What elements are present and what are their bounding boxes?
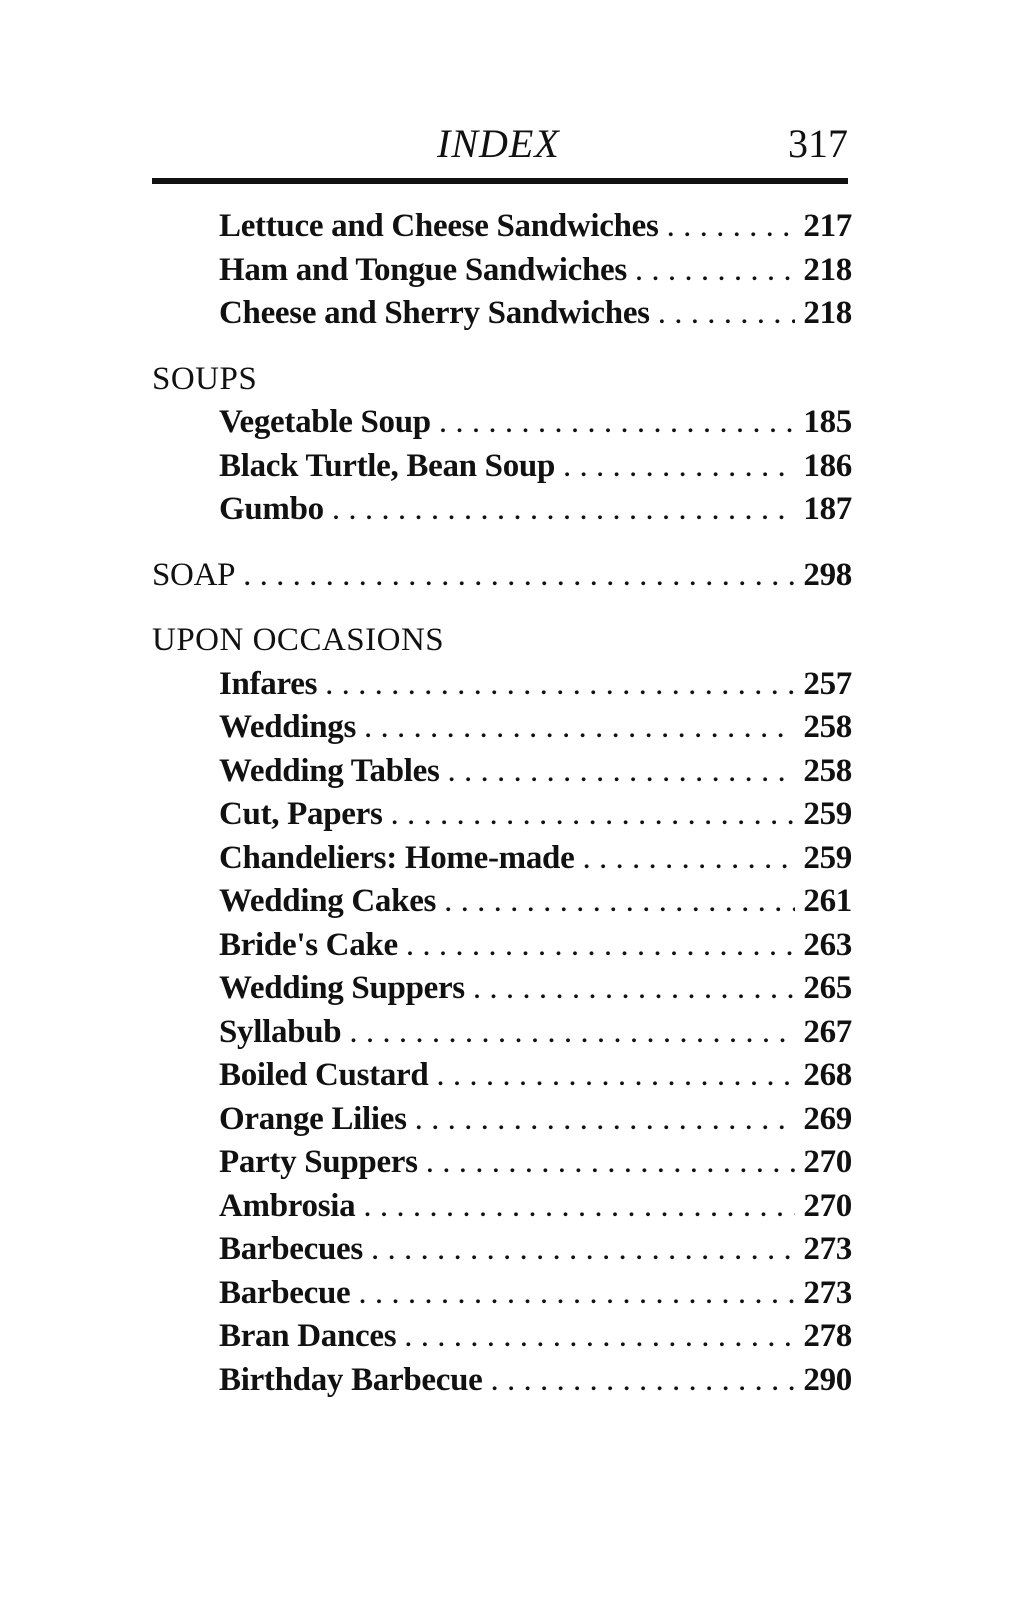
entry-label: Black Turtle, Bean Soup	[219, 447, 556, 484]
index-entry	[152, 837, 852, 881]
entry-page: 186	[803, 447, 852, 484]
section-gap	[152, 532, 852, 554]
header-rule	[152, 178, 848, 184]
dot-leader	[582, 837, 795, 881]
entry-page: 298	[803, 556, 852, 593]
dot-leader	[332, 488, 796, 532]
entry-label: Gumbo	[219, 491, 324, 527]
entry-page: 290	[803, 1361, 852, 1398]
entry-label: Ambrosia	[219, 1187, 356, 1224]
dot-leader	[371, 1228, 795, 1272]
entry-label: Lettuce and Cheese Sandwiches	[219, 208, 659, 244]
index-entry	[152, 292, 852, 336]
entry-label: Ham and Tongue Sandwiches	[219, 251, 627, 288]
dot-leader	[436, 1054, 795, 1098]
header-title: INDEX	[437, 121, 560, 166]
dot-leader	[391, 793, 796, 837]
entry-page: 218	[803, 251, 852, 288]
entry-page: 258	[803, 752, 852, 789]
entry-page: 259	[803, 839, 852, 876]
dot-leader	[448, 750, 796, 794]
dot-leader	[658, 292, 796, 336]
dot-leader	[426, 1141, 796, 1185]
entry-page: 258	[803, 709, 852, 745]
entry-page: 268	[803, 1057, 852, 1093]
index-entry	[152, 1141, 852, 1185]
dot-leader	[473, 967, 796, 1011]
header-page-number: 317	[788, 121, 848, 166]
entry-page: 218	[803, 295, 852, 331]
index-entry	[152, 205, 852, 249]
entry-page: 257	[803, 665, 852, 702]
dot-leader	[563, 445, 795, 489]
entry-label: Cut, Papers	[219, 796, 383, 832]
entry-label: Boiled Custard	[219, 1057, 429, 1093]
index-entry	[152, 1098, 852, 1142]
dot-leader	[404, 1315, 795, 1359]
entry-label: Weddings	[219, 709, 356, 745]
index-entry	[152, 880, 852, 924]
index-entry	[152, 401, 852, 445]
index-body	[152, 205, 852, 1402]
entry-label: Bran Dances	[219, 1318, 397, 1354]
dot-leader	[439, 401, 796, 445]
section-gap	[152, 336, 852, 358]
section-gap	[152, 597, 852, 619]
dot-leader	[243, 554, 795, 598]
entry-page: 273	[803, 1231, 852, 1267]
entry-label: Vegetable Soup	[219, 404, 431, 440]
dot-leader	[363, 1185, 795, 1229]
page-header	[152, 112, 848, 182]
entry-label: SOAP	[152, 556, 236, 593]
entry-label: Barbecues	[219, 1231, 363, 1267]
index-entry	[152, 445, 852, 489]
dot-leader	[406, 924, 796, 968]
entry-label: Wedding Suppers	[219, 970, 465, 1006]
index-entry	[152, 1228, 852, 1272]
dot-leader	[415, 1098, 796, 1142]
entry-page: 217	[803, 208, 852, 244]
index-entry	[152, 750, 852, 794]
section-heading-upon-occasions: UPON OCCASIONS	[152, 622, 445, 658]
dot-leader	[358, 1272, 795, 1316]
index-entry	[152, 663, 852, 707]
index-entry	[152, 1185, 852, 1229]
entry-label: Infares	[219, 665, 318, 702]
entry-page: 259	[803, 796, 852, 832]
occasions-list	[152, 663, 852, 1403]
entry-label: Chandeliers: Home-made	[219, 839, 575, 876]
index-entry	[152, 1011, 852, 1055]
entry-page: 270	[803, 1187, 852, 1224]
entry-label: Party Suppers	[219, 1144, 418, 1180]
dot-leader	[490, 1359, 795, 1403]
entry-page: 270	[803, 1144, 852, 1180]
dot-leader	[349, 1011, 795, 1055]
entry-page: 187	[803, 491, 852, 527]
index-entry	[152, 1359, 852, 1403]
entry-label: Wedding Cakes	[219, 883, 437, 919]
dot-leader	[667, 205, 796, 249]
index-entry	[152, 706, 852, 750]
entry-page: 261	[803, 883, 852, 919]
entry-label: Cheese and Sherry Sandwiches	[219, 295, 650, 331]
entry-page: 263	[803, 926, 852, 963]
entry-label: Syllabub	[219, 1013, 342, 1050]
index-entry	[152, 1315, 852, 1359]
entry-label: Birthday Barbecue	[219, 1361, 483, 1398]
index-entry	[152, 1054, 852, 1098]
entry-page: 273	[803, 1274, 852, 1311]
index-entry	[152, 793, 852, 837]
entry-label: Barbecue	[219, 1274, 351, 1311]
dot-leader	[444, 880, 795, 924]
index-entry	[152, 488, 852, 532]
dot-leader	[325, 663, 795, 707]
entry-page: 267	[803, 1013, 852, 1050]
entry-page: 185	[803, 404, 852, 440]
entry-label: Bride's Cake	[219, 926, 398, 963]
dot-leader	[364, 706, 795, 750]
entry-label: Wedding Tables	[219, 752, 440, 789]
entry-page: 265	[803, 970, 852, 1006]
index-entry	[152, 924, 852, 968]
entry-label: Orange Lilies	[219, 1100, 407, 1137]
index-entry	[152, 249, 852, 293]
section-heading-soups: SOUPS	[152, 360, 258, 397]
entry-page: 269	[803, 1100, 852, 1137]
dot-leader	[635, 249, 795, 293]
index-entry	[152, 967, 852, 1011]
index-entry	[152, 1272, 852, 1316]
entry-page: 278	[803, 1318, 852, 1354]
index-entry-soap	[152, 554, 852, 598]
